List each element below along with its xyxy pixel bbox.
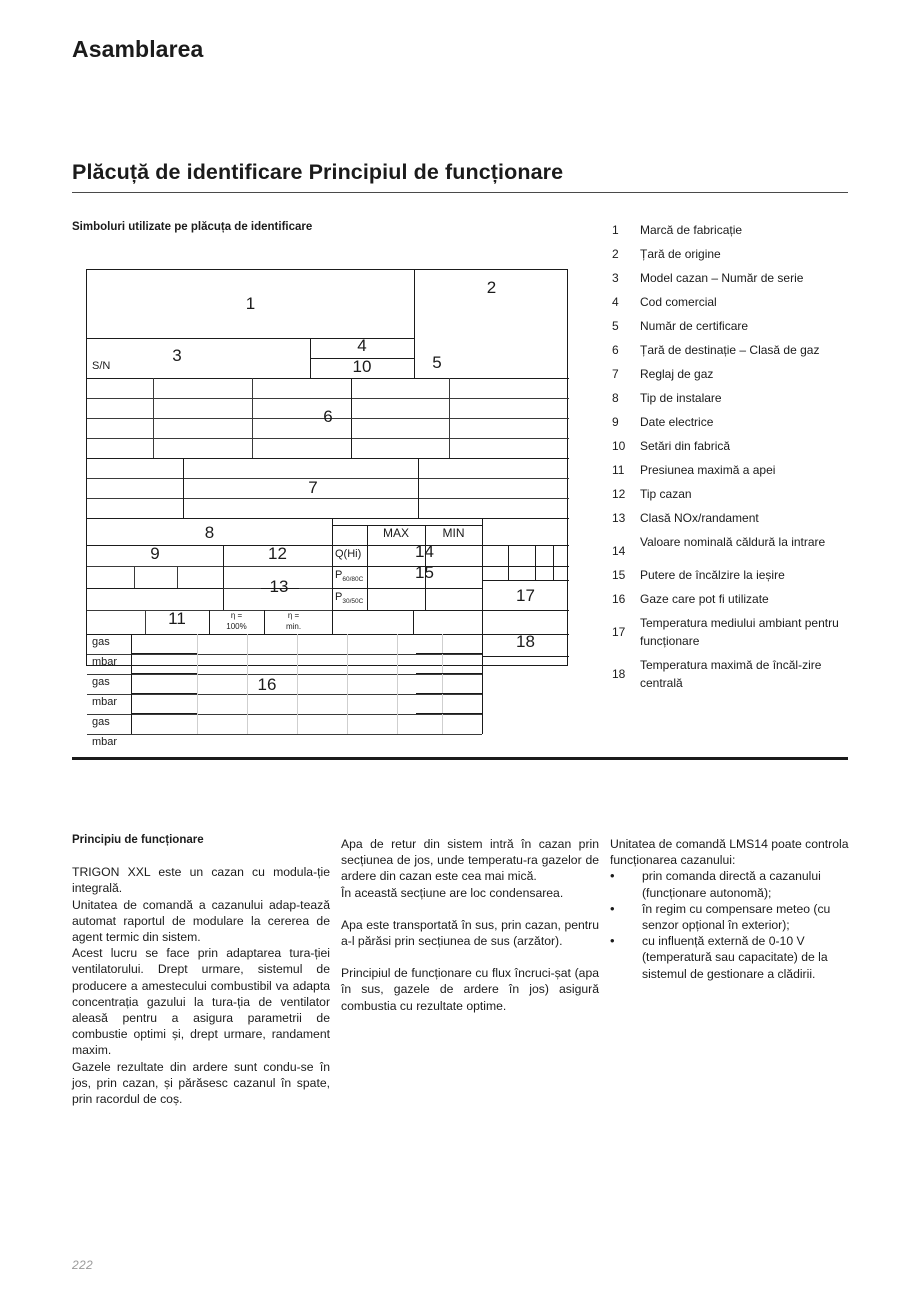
bullet-icon: • — [610, 868, 615, 884]
max-label: MAX — [382, 526, 409, 540]
mbar-label: mbar — [92, 736, 118, 748]
eta-min-label: η = — [287, 611, 300, 620]
plate-line — [413, 610, 414, 634]
eta-full-value: 100% — [226, 622, 247, 631]
paragraph: Acest lucru se face prin adaptarea tura-ției ventilatorului. Drept urmare, sistemul de producere a amestecului combustibil va adapta concentrația gazului la tura-ția de ventilator aleasă pentru a asigura parametrii de combustie optimi și, drept urmare, randament maxim. — [72, 946, 330, 1058]
gas-label: gas — [92, 676, 110, 688]
plate-line — [449, 378, 450, 458]
plate-line — [397, 634, 398, 734]
legend-number: 4 — [612, 295, 619, 309]
principle-column-3 — [610, 836, 865, 982]
plate-line — [416, 673, 482, 674]
plate-line — [332, 588, 482, 589]
plate-line — [508, 545, 509, 580]
legend-list — [612, 221, 862, 698]
section-title: Plăcuță de identificare Principiul de funcționare — [72, 160, 564, 184]
plate-line — [252, 378, 253, 458]
serial-number-label: S/N — [92, 360, 111, 372]
plate-line — [197, 634, 198, 734]
plate-line — [87, 458, 569, 459]
callout-10: 10 — [352, 357, 372, 376]
paragraph: Apa de retur din sistem intră în cazan prin secțiunea de jos, unde temperatu-ra gazelor de ardere din cazan este cea mai mică. — [341, 837, 599, 884]
legend-label: Țară de destinație – Clasă de gaz — [640, 343, 820, 357]
eta-min-value: min. — [285, 622, 302, 631]
legend-item — [612, 389, 862, 407]
plate-line — [131, 634, 132, 734]
legend-label: Tip cazan — [640, 487, 692, 501]
paragraph: În această secțiune are loc condensarea. — [341, 885, 564, 900]
plate-line — [535, 545, 536, 580]
plate-line — [87, 398, 569, 399]
plate-line — [347, 634, 348, 734]
legend-number: 17 — [612, 625, 626, 639]
paragraph: TRIGON XXL este un cazan cu modula-ție integrală. — [72, 865, 330, 896]
legend-item — [612, 590, 862, 608]
plate-line — [416, 693, 482, 694]
callout-11: 11 — [168, 609, 186, 628]
legend-label: Tip de instalare — [640, 391, 722, 405]
callout-18: 18 — [516, 632, 535, 651]
callout-15: 15 — [415, 563, 434, 582]
callout-9: 9 — [150, 544, 160, 563]
legend-item — [612, 293, 862, 311]
legend-number: 6 — [612, 343, 619, 357]
legend-label: Date electrice — [640, 415, 714, 429]
p-3050-label: $P_{30/50C}$ — [335, 591, 364, 606]
legend-item — [612, 614, 862, 650]
gas-label: gas — [92, 716, 110, 728]
paragraph: Principiul de funcționare cu flux încruci-șat (apa în sus, gazele de ardere în jos) asigură combustia cu rezultate optime. — [341, 966, 599, 1013]
plate-line — [87, 438, 569, 439]
plate-line — [416, 713, 482, 714]
paragraph: Apa este transportată în sus, prin cazan, pentru a-l părăsi prin secțiunea de sus (arzător). — [341, 917, 599, 949]
legend-label: Temperatura mediului ambiant pentru funcționare — [640, 616, 839, 648]
legend-label: Număr de certificare — [640, 319, 749, 333]
legend-number: 10 — [612, 439, 626, 453]
plate-line — [87, 734, 482, 735]
legend-number: 3 — [612, 271, 619, 285]
list-item — [610, 868, 865, 900]
legend-number: 13 — [612, 511, 626, 525]
callout-7: 7 — [308, 478, 318, 497]
legend-label: Gaze care pot fi utilizate — [640, 592, 769, 606]
principle-column-1 — [72, 832, 330, 1107]
legend-number: 12 — [612, 487, 626, 501]
legend-label: Clasă NOx/randament — [640, 511, 759, 525]
plate-line — [482, 580, 569, 581]
callout-8: 8 — [204, 523, 215, 542]
plate-line — [131, 653, 197, 654]
principle-column-2 — [341, 836, 599, 1014]
legend-label: Reglaj de gaz — [640, 367, 714, 381]
section-divider — [72, 192, 848, 193]
callout-5: 5 — [432, 353, 442, 372]
leader-line — [217, 498, 292, 499]
leader-line — [217, 478, 292, 479]
legend-number: 8 — [612, 391, 619, 405]
plate-line — [482, 610, 569, 611]
legend-number: 16 — [612, 592, 626, 606]
legend-item — [612, 221, 862, 239]
legend-label: Model cazan – Număr de serie — [640, 271, 804, 285]
plate-line — [414, 378, 569, 379]
bullet-icon: • — [610, 900, 615, 916]
plate-line — [134, 566, 135, 588]
leader-line — [332, 478, 407, 479]
plate-line — [87, 518, 569, 519]
plate-line — [418, 458, 419, 518]
plate-line — [482, 545, 569, 546]
legend-number: 1 — [612, 223, 619, 237]
callout-2: 2 — [486, 278, 497, 297]
legend-number: 2 — [612, 247, 619, 261]
plate-line — [482, 656, 569, 657]
mbar-label: mbar — [92, 696, 118, 708]
page-number: 222 — [72, 1258, 93, 1272]
legend-label: Setări din fabrică — [640, 439, 731, 453]
plate-line — [131, 693, 197, 694]
callout-13: 13 — [269, 577, 289, 596]
callout-6: 6 — [323, 407, 333, 426]
callout-17: 17 — [516, 586, 535, 605]
list-item-label: prin comanda directă a cazanului (funcționare autonomă); — [642, 869, 821, 900]
legend-item — [612, 566, 862, 584]
eta-full-label: η = — [230, 611, 243, 620]
principle-heading: Principiu de funcționare — [72, 834, 204, 846]
plate-line — [442, 634, 443, 734]
paragraph: Unitatea de comandă a cazanului adap-tează automat raportul de modulare la cererea de agent termic din sistem. — [72, 897, 330, 945]
mbar-label: mbar — [92, 656, 118, 668]
plate-line — [416, 653, 482, 654]
nameplate-subheading: Simboluri utilizate pe plăcuța de identificare — [72, 221, 313, 233]
legend-number: 11 — [612, 463, 625, 477]
plate-line — [553, 545, 554, 580]
list-item — [610, 933, 865, 982]
plate-line — [482, 566, 569, 567]
callout-4: 4 — [357, 336, 367, 355]
legend-item — [612, 341, 862, 359]
legend-number: 9 — [612, 415, 619, 429]
legend-label: Presiunea maximă a apei — [640, 463, 776, 477]
plate-line — [131, 673, 197, 674]
legend-number: 14 — [612, 544, 626, 558]
leader-line — [332, 498, 407, 499]
nameplate-diagram — [86, 269, 568, 748]
legend-label: Cod comercial — [640, 295, 717, 309]
spacer — [341, 901, 599, 917]
plate-line — [87, 498, 569, 499]
legend-item — [612, 533, 862, 560]
legend-number: 15 — [612, 568, 626, 582]
list-item-label: cu influență externă de 0-10 V (temperatură sau capacitate) de la sistemul de gestionare a clădirii. — [642, 934, 828, 981]
plate-line — [177, 566, 178, 588]
legend-item — [612, 365, 862, 383]
min-label: MIN — [442, 526, 465, 540]
callout-3: 3 — [172, 346, 182, 365]
list-item-label: în regim cu compensare meteo (cu senzor opțional în exterior); — [642, 901, 831, 933]
legend-item — [612, 485, 862, 503]
legend-label: Valoare nominală căldură la intrare — [640, 535, 826, 549]
legend-number: 5 — [612, 319, 619, 333]
p-6080-label: $P_{60/80C}$ — [335, 569, 364, 584]
legend-number: 18 — [612, 667, 626, 681]
bullet-icon: • — [610, 933, 615, 949]
plate-line — [87, 378, 414, 379]
legend-label: Țară de origine — [640, 247, 721, 261]
legend-item — [612, 245, 862, 263]
legend-item — [612, 437, 862, 455]
plate-line — [87, 566, 332, 567]
control-modes-list — [610, 868, 865, 981]
legend-item — [612, 461, 862, 479]
callout-12: 12 — [268, 544, 287, 563]
legend-label: Putere de încălzire la ieșire — [640, 568, 785, 582]
legend-item — [612, 413, 862, 431]
callout-16: 16 — [257, 675, 277, 694]
plate-line — [131, 713, 197, 714]
callout-1: 1 — [245, 294, 256, 313]
legend-item — [612, 269, 862, 287]
paragraph: Gazele rezultate din ardere sunt condu-se în jos, prin cazan, și părăsesc cazanul în spate, prin racordul de coș. — [72, 1059, 330, 1107]
list-item — [610, 901, 865, 933]
paragraph: Unitatea de comandă LMS14 poate controla funcționarea cazanului: — [610, 837, 849, 868]
section-separator — [72, 757, 848, 760]
plate-line — [332, 610, 482, 611]
chapter-title: Asamblarea — [72, 36, 204, 62]
legend-label: Marcă de fabricație — [640, 223, 743, 237]
legend-item — [612, 656, 862, 692]
plate-line — [482, 518, 483, 734]
spacer — [341, 949, 599, 965]
q-hi-label: Q(Hi) — [335, 548, 362, 560]
plate-line — [153, 378, 154, 458]
legend-item — [612, 509, 862, 527]
legend-item — [612, 317, 862, 335]
legend-label: Temperatura maximă de încăl-zire centrală — [640, 658, 822, 690]
plate-line — [183, 458, 184, 518]
plate-line — [332, 518, 333, 634]
legend-number: 7 — [612, 367, 619, 381]
callout-14: 14 — [415, 542, 434, 561]
gas-label: gas — [92, 636, 110, 648]
